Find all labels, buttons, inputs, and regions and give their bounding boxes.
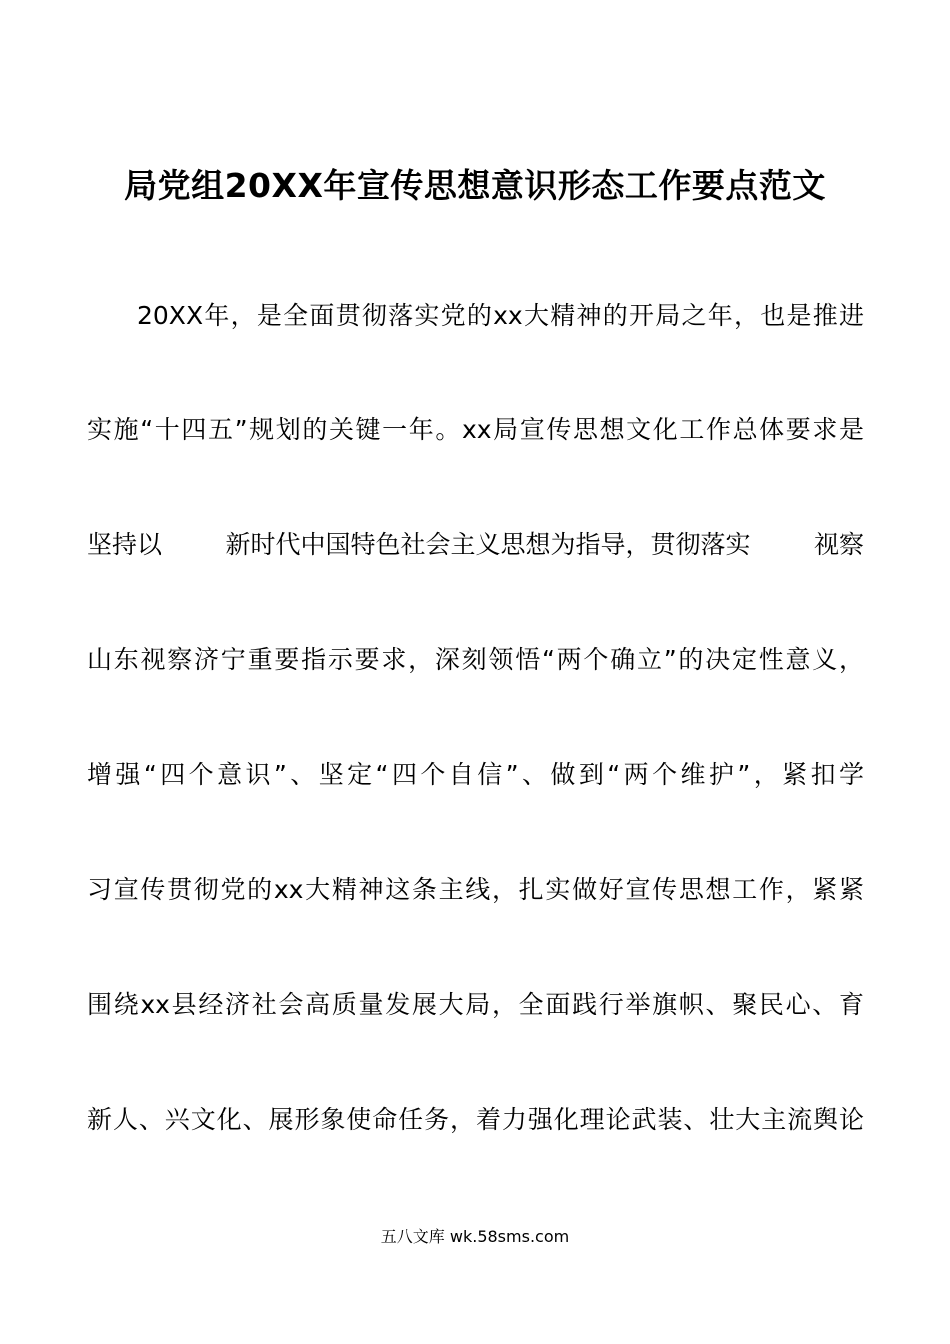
paragraph-line-4: 山东视察济宁重要指示要求，深刻领悟“两个确立”的决定性意义，: [87, 645, 864, 674]
paragraph-line-3: [87, 523, 864, 567]
paragraph-line-2: 实施“十四五”规划的关键一年。xx局宣传思想文化工作总体要求是: [87, 415, 864, 444]
paragraph-line-3-part-2: 新时代中国特色社会主义思想为指导，贯彻落实: [225, 530, 751, 559]
document-title: 局党组20XX年宣传思想意识形态工作要点范文: [124, 166, 826, 205]
paragraph-line-1: 20XX年，是全面贯彻落实党的xx大精神的开局之年，也是推进: [137, 301, 864, 330]
paragraph-line-6: 习宣传贯彻党的xx大精神这条主线，扎实做好宣传思想工作，紧紧: [87, 875, 864, 904]
paragraph-line-3-part-3: 视察: [813, 530, 864, 559]
paragraph-line-8: 新人、兴文化、展形象使命任务，着力强化理论武装、壮大主流舆论: [87, 1105, 864, 1134]
paragraph-line-3-part-1: 坚持以: [87, 530, 163, 559]
paragraph-line-5: 增强“四个意识”、坚定“四个自信”、做到“两个维护”，紧扣学: [87, 760, 864, 789]
footer-watermark: 五八文库 wk.58sms.com: [380, 1227, 570, 1246]
paragraph-line-7: 围绕xx县经济社会高质量发展大局，全面践行举旗帜、聚民心、育: [87, 990, 864, 1019]
